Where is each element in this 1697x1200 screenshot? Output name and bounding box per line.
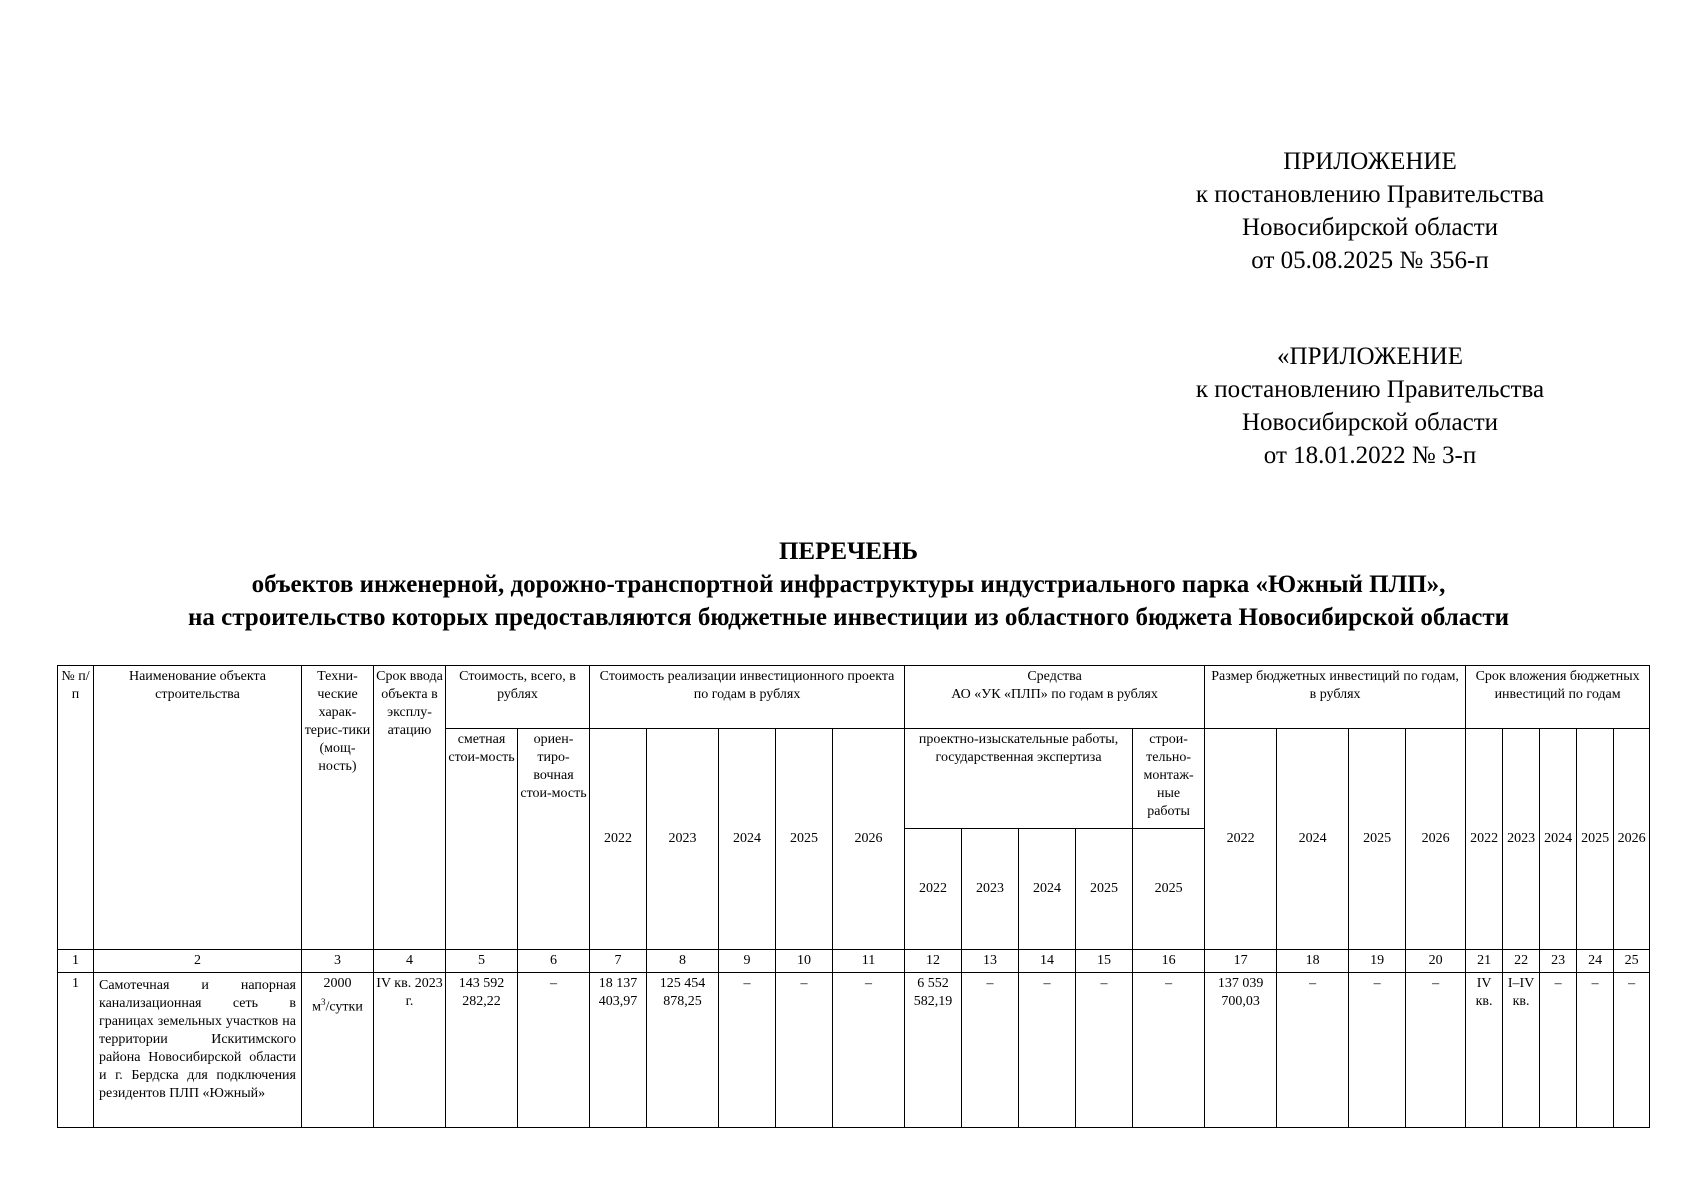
cell-term-2022: IV кв. xyxy=(1466,973,1503,1128)
cell-term-2026: – xyxy=(1614,973,1650,1128)
tech-unit: м xyxy=(312,999,321,1015)
cell-impl-2022: 18 137 403,97 xyxy=(590,973,647,1128)
column-number: 8 xyxy=(647,950,719,973)
year-impl: 2025 xyxy=(776,729,833,950)
cell-cost-orient: – xyxy=(518,973,590,1128)
header-invest-term: Срок вложения бюджетных инвестиций по годам xyxy=(1466,666,1650,729)
investment-table xyxy=(57,665,1650,1128)
header-construct: строи-тельно-монтаж-ные работы xyxy=(1133,729,1205,829)
column-number: 12 xyxy=(905,950,962,973)
header-name: Наименование объекта строительства xyxy=(94,666,302,950)
header-budget: Размер бюджетных инвестиций по годам, в рублях xyxy=(1205,666,1466,729)
year-term: 2023 xyxy=(1503,729,1540,950)
approval-line: от 05.08.2025 № 356-п xyxy=(1251,247,1489,274)
column-number: 14 xyxy=(1019,950,1076,973)
year-design: 2023 xyxy=(962,829,1019,950)
column-number: 19 xyxy=(1349,950,1406,973)
column-number: 10 xyxy=(776,950,833,973)
cell-budget-2022: 137 039 700,03 xyxy=(1205,973,1277,1128)
header-tech: Техни-ческие харак-терис-тики (мощ-ность) xyxy=(302,666,374,950)
cell-term: IV кв. 2023 г. xyxy=(374,973,446,1128)
cell-budget-2025: – xyxy=(1349,973,1406,1128)
column-number: 11 xyxy=(833,950,905,973)
column-number: 13 xyxy=(962,950,1019,973)
column-number: 3 xyxy=(302,950,374,973)
approval-line: «ПРИЛОЖЕНИЕ xyxy=(1277,343,1463,370)
approval-header xyxy=(1140,145,1600,277)
year-budget: 2022 xyxy=(1205,729,1277,950)
cell-tech xyxy=(302,973,374,1128)
cell-impl-2024: – xyxy=(719,973,776,1128)
cell-impl-2023: 125 454 878,25 xyxy=(647,973,719,1128)
tech-unit-exponent: 3 xyxy=(321,997,326,1007)
column-number: 7 xyxy=(590,950,647,973)
year-design: 2022 xyxy=(905,829,962,950)
cell-design-2022: 6 552 582,19 xyxy=(905,973,962,1128)
title-main: ПЕРЕЧЕНЬ xyxy=(778,538,919,565)
approval-line: Новосибирской области xyxy=(1241,409,1499,436)
header-funds xyxy=(905,666,1205,729)
approval-line: Новосибирской области xyxy=(1241,214,1499,241)
column-number: 2 xyxy=(94,950,302,973)
cell-construct-2025: – xyxy=(1133,973,1205,1128)
year-impl: 2023 xyxy=(647,729,719,950)
cell-num: 1 xyxy=(58,973,94,1128)
title-subtitle: на строительство которых предоставляются бюджетные инвестиции из областного бюджета Новосибирской области xyxy=(187,604,1510,631)
year-impl: 2024 xyxy=(719,729,776,950)
column-number: 4 xyxy=(374,950,446,973)
column-numbers-row xyxy=(58,950,1650,973)
header-impl: Стоимость реализации инвестиционного проекта по годам в рублях xyxy=(590,666,905,729)
year-term: 2024 xyxy=(1540,729,1577,950)
year-budget: 2024 xyxy=(1277,729,1349,950)
cell-term-2023: I–IV кв. xyxy=(1503,973,1540,1128)
cell-design-2025: – xyxy=(1076,973,1133,1128)
column-number: 1 xyxy=(58,950,94,973)
column-number: 9 xyxy=(719,950,776,973)
tech-unit-rest: /сутки xyxy=(325,999,363,1015)
cell-term-2024: – xyxy=(1540,973,1577,1128)
column-number: 23 xyxy=(1540,950,1577,973)
year-budget: 2026 xyxy=(1406,729,1466,950)
cell-cost-est: 143 592 282,22 xyxy=(446,973,518,1128)
header-num: № п/п xyxy=(58,666,94,950)
year-impl: 2022 xyxy=(590,729,647,950)
header-term: Срок ввода объекта в эксплу-атацию xyxy=(374,666,446,950)
cell-design-2024: – xyxy=(1019,973,1076,1128)
column-number: 18 xyxy=(1277,950,1349,973)
year-term: 2026 xyxy=(1614,729,1650,950)
title-subtitle: объектов инженерной, дорожно-транспортной инфраструктуры индустриального парка «Южный ПЛП», xyxy=(251,571,1446,598)
header-cost-orient: ориен-тиро-вочная стои-мость xyxy=(518,729,590,950)
cell-impl-2026: – xyxy=(833,973,905,1128)
column-number: 21 xyxy=(1466,950,1503,973)
column-number: 24 xyxy=(1577,950,1614,973)
column-number: 5 xyxy=(446,950,518,973)
year-design: 2024 xyxy=(1019,829,1076,950)
year-construct: 2025 xyxy=(1133,829,1205,950)
approval-line: ПРИЛОЖЕНИЕ xyxy=(1283,148,1457,175)
header-funds-line: АО «УК «ПЛП» по годам в рублях xyxy=(951,687,1158,702)
approval-line: к постановлению Правительства xyxy=(1195,181,1545,208)
document-title xyxy=(0,535,1697,634)
year-impl: 2026 xyxy=(833,729,905,950)
header-cost: Стоимость, всего, в рублях xyxy=(446,666,590,729)
tech-value: 2000 xyxy=(323,976,352,991)
cell-design-2023: – xyxy=(962,973,1019,1128)
cell-name: Самотечная и напорная канализационная сеть в границах земельных участков на территории Искитимского района Новосибирской области и г. Бердска для подключения резидентов ПЛП «Южный» xyxy=(94,973,302,1128)
column-number: 20 xyxy=(1406,950,1466,973)
column-number: 16 xyxy=(1133,950,1205,973)
column-number: 6 xyxy=(518,950,590,973)
approval-line: к постановлению Правительства xyxy=(1195,376,1545,403)
cell-budget-2024: – xyxy=(1277,973,1349,1128)
original-approval-header xyxy=(1140,340,1600,472)
year-budget: 2025 xyxy=(1349,729,1406,950)
year-term: 2025 xyxy=(1577,729,1614,950)
cell-term-2025: – xyxy=(1577,973,1614,1128)
header-cost-est: сметная стои-мость xyxy=(446,729,518,950)
header-funds-line: Средства xyxy=(1027,669,1082,684)
header-design: проектно-изыскательные работы, государственная экспертиза xyxy=(905,729,1133,829)
column-number: 22 xyxy=(1503,950,1540,973)
year-term: 2022 xyxy=(1466,729,1503,950)
table-row xyxy=(58,973,1650,1128)
approval-line: от 18.01.2022 № 3-п xyxy=(1263,442,1477,469)
cell-impl-2025: – xyxy=(776,973,833,1128)
column-number: 17 xyxy=(1205,950,1277,973)
year-design: 2025 xyxy=(1076,829,1133,950)
column-number: 25 xyxy=(1614,950,1650,973)
column-number: 15 xyxy=(1076,950,1133,973)
cell-budget-2026: – xyxy=(1406,973,1466,1128)
